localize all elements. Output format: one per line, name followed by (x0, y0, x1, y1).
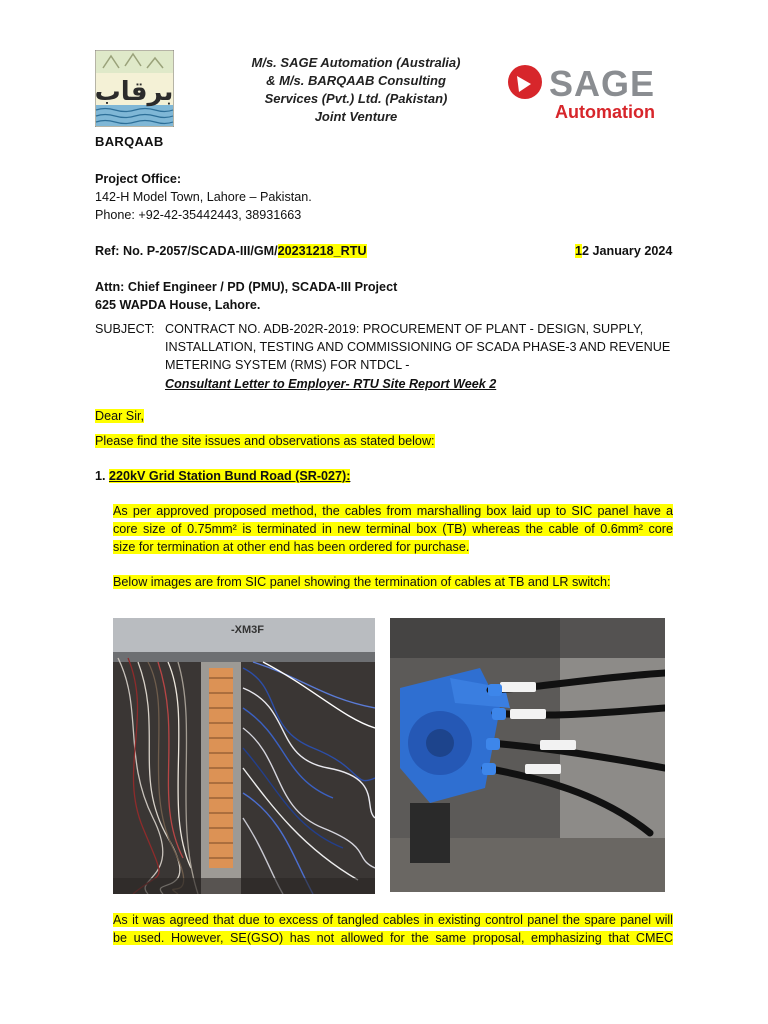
sage-automation-logo (505, 64, 700, 122)
project-office-label: Project Office: (95, 172, 182, 186)
subject-line: INSTALLATION, TESTING AND COMMISSIONING OF SCADA PHASE-3 AND REVENUE (165, 340, 671, 354)
reference-number (95, 242, 367, 260)
barqaab-logo (95, 50, 174, 127)
paragraph-1 (113, 502, 673, 556)
project-office-phone: Phone: +92-42-35442443, 38931663 (95, 208, 302, 222)
item-heading (95, 467, 350, 485)
reference-prefix: Ref: No. P-2057/SCADA-III/GM/ (95, 244, 278, 258)
subject-title: Consultant Letter to Employer- RTU Site Report Week 2 (165, 377, 497, 391)
letter-date (575, 242, 672, 260)
jv-line: M/s. SAGE Automation (Australia) (251, 55, 461, 70)
subject-line: CONTRACT NO. ADB-202R-2019: PROCUREMENT OF PLANT - DESIGN, SUPPLY, (165, 322, 644, 336)
photo-terminal-box (113, 618, 375, 894)
reference-code: 20231218_RTU (277, 244, 367, 258)
para1-line: size for termination at other end has been ordered for purchase. (113, 540, 470, 554)
paragraph-3 (113, 911, 673, 947)
attn-address: 625 WAPDA House, Lahore. (95, 298, 261, 312)
jv-line: & M/s. BARQAAB Consulting (266, 73, 446, 88)
subject-line: METERING SYSTEM (RMS) FOR NTDCL - (165, 358, 410, 372)
photo-label: -XM3F (231, 624, 264, 636)
para3-line: As it was agreed that due to excess of tangled cables in existing control panel the spare panel will (113, 913, 673, 927)
para1-line: As per approved proposed method, the cables from marshalling box laid up to SIC panel have a (113, 504, 673, 518)
barqaab-logo-text: برقاب (95, 77, 174, 107)
date-first-digit: 1 (575, 244, 583, 258)
sage-logo-sub: Automation (555, 102, 655, 122)
subject-label: SUBJECT: (95, 322, 155, 336)
item-number: 1. (95, 469, 106, 483)
barqaab-name: BARQAAB (95, 134, 164, 149)
item-title: 220kV Grid Station Bund Road (SR-027): (109, 469, 351, 483)
date-rest: 2 January 2024 (582, 244, 673, 258)
intro-text: Please find the site issues and observations as stated below: (95, 434, 435, 448)
jv-line: Services (Pvt.) Ltd. (Pakistan) (264, 91, 448, 106)
sage-logo-word: SAGE (549, 64, 656, 104)
attn-line: Attn: Chief Engineer / PD (PMU), SCADA-III Project (95, 280, 398, 294)
greeting: Dear Sir, (95, 409, 144, 423)
joint-venture-heading (226, 54, 486, 126)
photo-lr-switch (390, 618, 665, 892)
para1-line: core size of 0.75mm² is terminated in new terminal box (TB) whereas the cable of 0.6mm² core (113, 522, 673, 536)
project-office-address: 142-H Model Town, Lahore – Pakistan. (95, 190, 312, 204)
paragraph-2: Below images are from SIC panel showing the termination of cables at TB and LR switch: (113, 575, 611, 589)
jv-line: Joint Venture (314, 109, 398, 124)
para3-line: be used. However, SE(GSO) has not allowed for the same proposal, emphasizing that CMEC (113, 931, 673, 945)
